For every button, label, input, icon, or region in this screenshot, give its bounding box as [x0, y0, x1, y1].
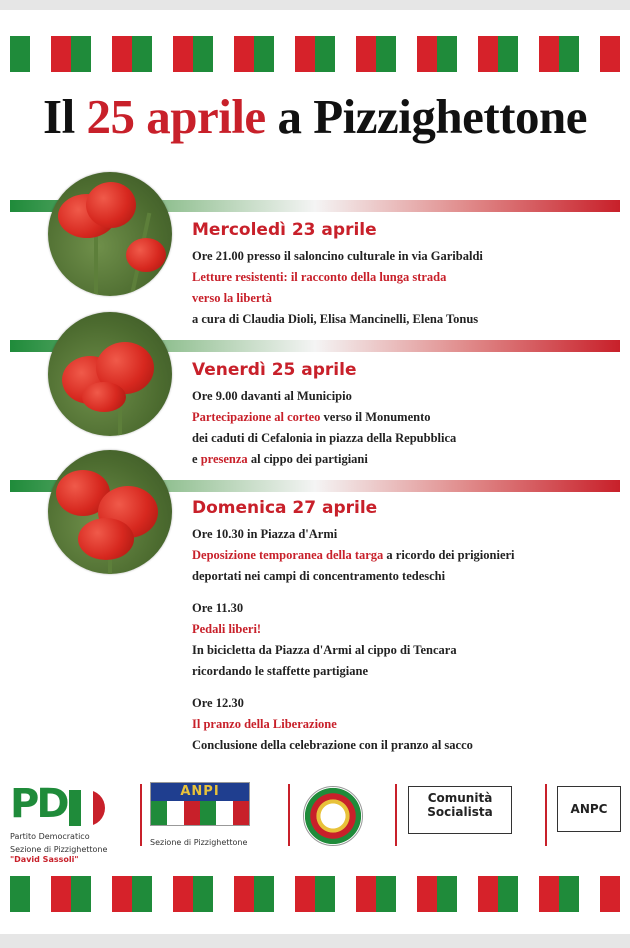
event-detail-text: verso il Monumento — [320, 410, 431, 424]
flag-stripe — [51, 36, 71, 72]
poppy-image-2 — [48, 312, 172, 436]
flag-stripe — [10, 876, 30, 912]
circular-emblem-icon — [303, 786, 363, 846]
comunita-line-1: Comunità — [427, 791, 493, 805]
flag-stripe — [539, 36, 559, 72]
event-detail-text: Ore 10.30 in Piazza d'Armi — [192, 527, 338, 541]
flag-stripe — [71, 876, 91, 912]
flag-stripe — [417, 36, 437, 72]
event-1 — [192, 220, 612, 330]
flag-stripe — [132, 876, 152, 912]
event-detail-text: ricordando le staffette partigiane — [192, 664, 369, 678]
flag-stripe — [112, 876, 132, 912]
flag-stripe — [274, 876, 294, 912]
logo-separator-3 — [395, 784, 397, 846]
flag-band-bottom — [10, 876, 620, 912]
flag-stripe — [234, 876, 254, 912]
pd-section: Sezione di Pizzighettone — [10, 845, 108, 854]
event-detail-line — [192, 682, 612, 693]
poppy-image-3 — [48, 450, 172, 574]
event-detail-line — [192, 598, 612, 619]
anpc-label: ANPC — [570, 802, 608, 816]
pd-dedication: "David Sassoli" — [10, 855, 79, 864]
event-detail-text: Ore 12.30 — [192, 696, 244, 710]
flag-stripe — [600, 876, 620, 912]
flag-stripe — [315, 876, 335, 912]
event-3-details — [192, 524, 612, 756]
event-1-day: Mercoledì 23 aprile — [192, 220, 377, 240]
flag-stripe — [356, 876, 376, 912]
flag-stripe — [132, 36, 152, 72]
flag-stripe — [295, 36, 315, 72]
event-2-day: Venerdì 25 aprile — [192, 360, 357, 380]
flag-stripe — [579, 876, 599, 912]
comunita-line-2: Socialista — [427, 805, 493, 819]
event-detail-line — [192, 309, 612, 330]
event-detail-text: Il pranzo della Liberazione — [192, 717, 337, 731]
event-detail-line — [192, 735, 612, 756]
event-detail-line — [192, 386, 612, 407]
event-detail-text: Deposizione temporanea della targa — [192, 548, 384, 562]
flag-stripe — [396, 876, 416, 912]
anpc-logo — [557, 786, 621, 832]
event-detail-text: verso la libertà — [192, 291, 272, 305]
flag-stripe — [91, 876, 111, 912]
flag-stripe — [193, 36, 213, 72]
event-detail-text: al cippo dei partigiani — [247, 452, 368, 466]
anpi-section: Sezione di Pizzighettone — [150, 838, 248, 847]
event-detail-text: Ore 21.00 presso il saloncino culturale in via Garibaldi — [192, 249, 483, 263]
flag-stripe — [173, 876, 193, 912]
flag-stripe — [315, 36, 335, 72]
flag-stripe — [437, 876, 457, 912]
flag-stripe — [173, 36, 193, 72]
flag-stripe — [478, 876, 498, 912]
logo-separator-2 — [288, 784, 290, 846]
pd-mark: PD — [10, 781, 67, 827]
flag-stripe — [51, 876, 71, 912]
event-detail-line — [192, 587, 612, 598]
logo-separator-1 — [140, 784, 142, 846]
event-detail-text: dei caduti di Cefalonia in piazza della Repubblica — [192, 431, 457, 445]
flag-stripe — [234, 36, 254, 72]
flag-stripe — [112, 36, 132, 72]
flag-stripe — [213, 36, 233, 72]
pd-name: Partito Democratico — [10, 832, 90, 841]
event-detail-text: a ricordo dei prigionieri — [383, 548, 515, 562]
flag-stripe — [559, 36, 579, 72]
anpi-logo — [150, 782, 270, 847]
event-detail-line — [192, 714, 612, 735]
pd-logo — [10, 782, 132, 864]
flag-stripe — [10, 36, 30, 72]
title-part-2: a Pizzighettone — [277, 89, 587, 144]
flag-stripe — [498, 876, 518, 912]
flag-stripe — [559, 876, 579, 912]
title-date: 25 aprile — [86, 89, 266, 144]
event-detail-line — [192, 449, 612, 470]
event-detail-line — [192, 619, 612, 640]
page-title — [0, 88, 630, 145]
flag-stripe — [152, 36, 172, 72]
event-detail-text: Pedali liberi! — [192, 622, 262, 636]
logo-separator-4 — [545, 784, 547, 846]
flag-stripe — [30, 36, 50, 72]
flag-stripe — [152, 876, 172, 912]
flag-stripe — [518, 36, 538, 72]
flag-stripe — [478, 36, 498, 72]
anpi-flag-icon — [151, 801, 249, 825]
flag-stripe — [396, 36, 416, 72]
event-detail-text: a cura di Claudia Dioli, Elisa Mancinelli, Elena Tonus — [192, 312, 479, 326]
event-detail-line — [192, 545, 612, 566]
flag-band-top — [10, 36, 620, 72]
flag-stripe — [274, 36, 294, 72]
event-2-details — [192, 386, 612, 470]
event-3-day: Domenica 27 aprile — [192, 498, 378, 518]
flag-stripe — [498, 36, 518, 72]
flag-stripe — [356, 36, 376, 72]
flag-stripe — [376, 876, 396, 912]
pd-tricolor-icon — [69, 790, 105, 826]
event-detail-text: Conclusione della celebrazione con il pranzo al sacco — [192, 738, 473, 752]
comunita-socialista-logo — [408, 786, 512, 834]
flag-stripe — [518, 876, 538, 912]
flag-stripe — [579, 36, 599, 72]
flag-stripe — [335, 876, 355, 912]
event-detail-text: Partecipazione al corteo — [192, 410, 321, 424]
flag-stripe — [457, 36, 477, 72]
flag-stripe — [376, 36, 396, 72]
event-detail-line — [192, 428, 612, 449]
flag-stripe — [539, 876, 559, 912]
anpi-mark: ANPI — [151, 783, 249, 801]
event-detail-line — [192, 524, 612, 545]
event-detail-line — [192, 246, 612, 267]
flag-stripe — [71, 36, 91, 72]
flag-stripe — [600, 36, 620, 72]
event-3 — [192, 498, 612, 756]
event-detail-line — [192, 640, 612, 661]
event-detail-text: In bicicletta da Piazza d'Armi al cippo di Tencara — [192, 643, 457, 657]
event-1-details — [192, 246, 612, 330]
event-detail-text: e — [192, 452, 201, 466]
event-detail-line — [192, 566, 612, 587]
event-detail-text: deportati nei campi di concentramento tedeschi — [192, 569, 446, 583]
event-detail-text: Letture resistenti: il racconto della lunga strada — [192, 270, 447, 284]
flag-stripe — [335, 36, 355, 72]
flag-stripe — [457, 876, 477, 912]
flag-stripe — [213, 876, 233, 912]
event-detail-line — [192, 288, 612, 309]
poppy-image-1 — [48, 172, 172, 296]
event-detail-line — [192, 693, 612, 714]
flag-stripe — [30, 876, 50, 912]
event-detail-line — [192, 267, 612, 288]
event-detail-text: Ore 9.00 davanti al Municipio — [192, 389, 352, 403]
event-detail-line — [192, 661, 612, 682]
flag-stripe — [91, 36, 111, 72]
event-detail-text: Ore 11.30 — [192, 601, 244, 615]
event-detail-text: presenza — [200, 452, 248, 466]
flag-stripe — [437, 36, 457, 72]
event-detail-line — [192, 407, 612, 428]
flag-stripe — [254, 36, 274, 72]
flag-stripe — [193, 876, 213, 912]
poster — [0, 10, 630, 934]
title-part-1: Il — [43, 89, 75, 144]
flag-stripe — [254, 876, 274, 912]
flag-stripe — [417, 876, 437, 912]
flag-stripe — [295, 876, 315, 912]
event-2 — [192, 360, 612, 470]
